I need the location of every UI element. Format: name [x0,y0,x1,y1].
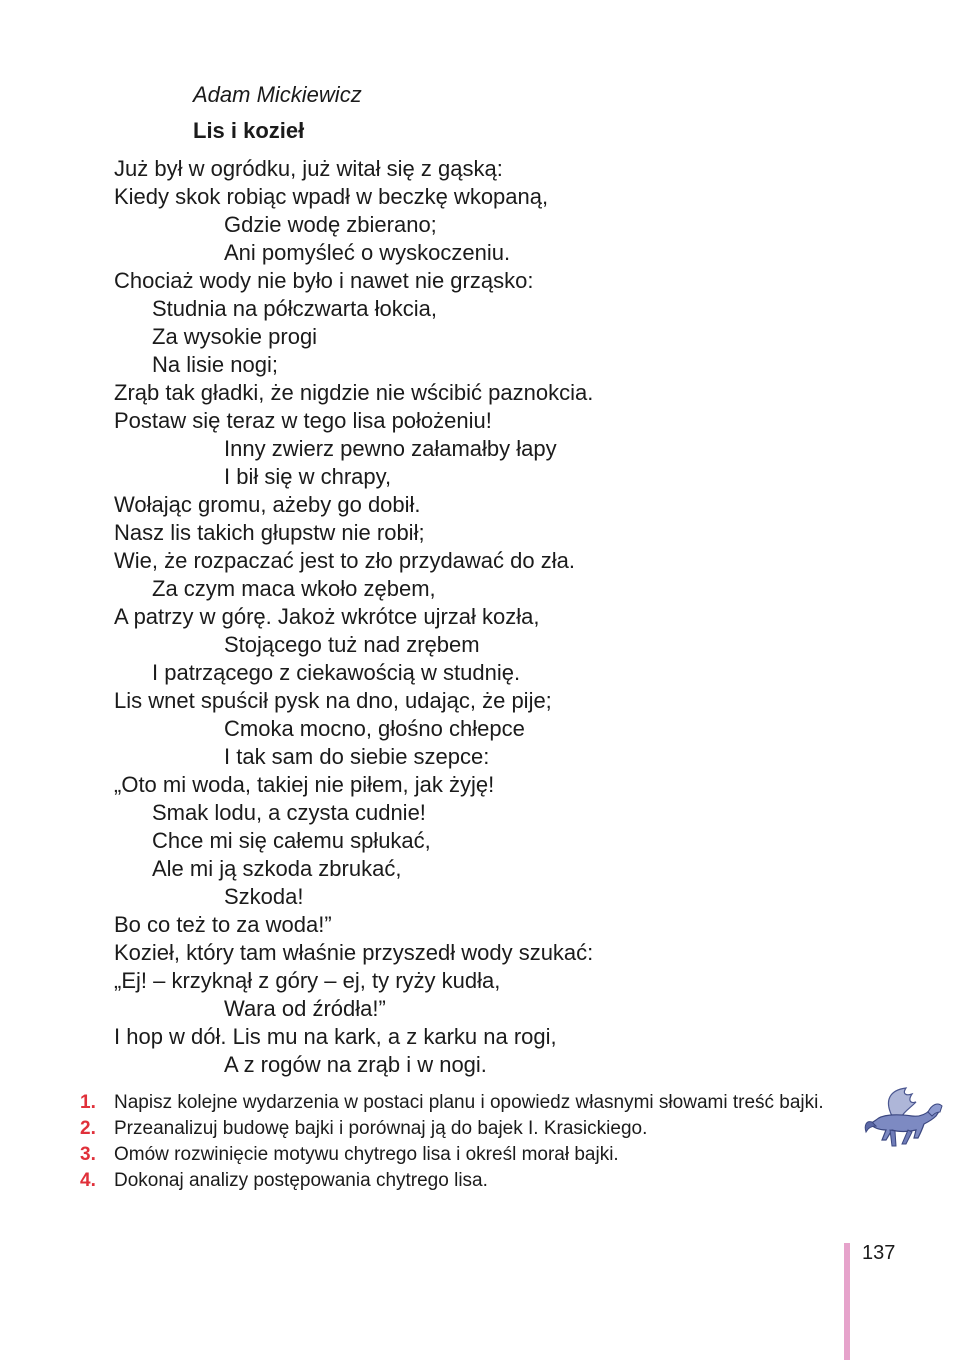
pegasus-icon [862,1086,944,1150]
task-item [80,1142,870,1168]
poem-line: Na lisie nogi; [152,352,278,377]
poem-line: „Ej! – krzyknął z góry – ej, ty ryży kudła, [114,968,501,993]
task-item [80,1168,870,1194]
poem-author: Adam Mickiewicz [193,82,362,107]
poem-line: Już był w ogródku, już witał się z gąską: [114,156,503,181]
poem-line: Szkoda! [224,884,304,909]
poem-line: Smak lodu, a czysta cudnie! [152,800,426,825]
poem-line: Ale mi ją szkoda zbrukać, [152,856,402,881]
poem-line: Chce mi się całemu spłukać, [152,828,431,853]
poem-line: Kozieł, który tam właśnie przyszedł wody szukać: [114,940,594,965]
poem-title: Lis i kozieł [193,118,305,143]
poem-line: I patrzącego z ciekawością w studnię. [152,660,521,685]
poem-text [114,155,593,1079]
poem-line: Stojącego tuż nad zrębem [224,632,480,657]
poem-line: Gdzie wodę zbierano; [224,212,437,237]
task-list [80,1090,870,1194]
poem-line: Za czym maca wkoło zębem, [152,576,436,601]
poem-line: Chociaż wody nie było i nawet nie grząsko: [114,268,534,293]
task-text: Omów rozwinięcie motywu chytrego lisa i określ morał bajki. [114,1144,619,1165]
task-number: 3. [80,1144,96,1165]
poem-line: Kiedy skok robiąc wpadł w beczkę wkopaną, [114,184,549,209]
poem-line: Cmoka mocno, głośno chłepce [224,716,525,741]
poem-line: Postaw się teraz w tego lisa położeniu! [114,408,492,433]
task-text: Przeanalizuj budowę bajki i porównaj ją do bajek I. Krasickiego. [114,1118,648,1139]
poem-line: Nasz lis takich głupstw nie robił; [114,520,425,545]
poem-line: I tak sam do siebie szepce: [224,744,490,769]
poem-line: Wara od źródła!” [224,996,386,1021]
page-number: 137 [862,1242,896,1264]
poem-line: I hop w dół. Lis mu na kark, a z karku na rogi, [114,1024,557,1049]
poem-line: „Oto mi woda, takiej nie piłem, jak żyję! [114,772,495,797]
poem-line: Bo co też to za woda!” [114,912,332,937]
poem-line: Wołając gromu, ażeby go dobił. [114,492,421,517]
poem-line: Lis wnet spuścił pysk na dno, udając, że pije; [114,688,552,713]
poem-line: Za wysokie progi [152,324,318,349]
poem-line: I bił się w chrapy, [224,464,392,489]
task-text: Napisz kolejne wydarzenia w postaci planu i opowiedz własnymi słowami treść bajki. [114,1092,824,1113]
task-text: Dokonaj analizy postępowania chytrego lisa. [114,1170,488,1191]
task-number: 1. [80,1092,96,1113]
task-item [80,1090,870,1116]
poem-line: A z rogów na zrąb i w nogi. [224,1052,487,1077]
poem-line: Wie, że rozpaczać jest to zło przydawać do zła. [114,548,575,573]
poem-line: Inny zwierz pewno załamałby łapy [224,436,557,461]
task-number: 4. [80,1170,96,1191]
task-item [80,1116,870,1142]
page-margin-rule [844,1243,850,1360]
poem-line: Ani pomyśleć o wyskoczeniu. [224,240,511,265]
poem-line: Studnia na półczwarta łokcia, [152,296,437,321]
task-number: 2. [80,1118,96,1139]
poem-line: Zrąb tak gładki, że nigdzie nie wścibić paznokcia. [114,380,594,405]
poem-line: A patrzy w górę. Jakoż wkrótce ujrzał kozła, [114,604,540,629]
